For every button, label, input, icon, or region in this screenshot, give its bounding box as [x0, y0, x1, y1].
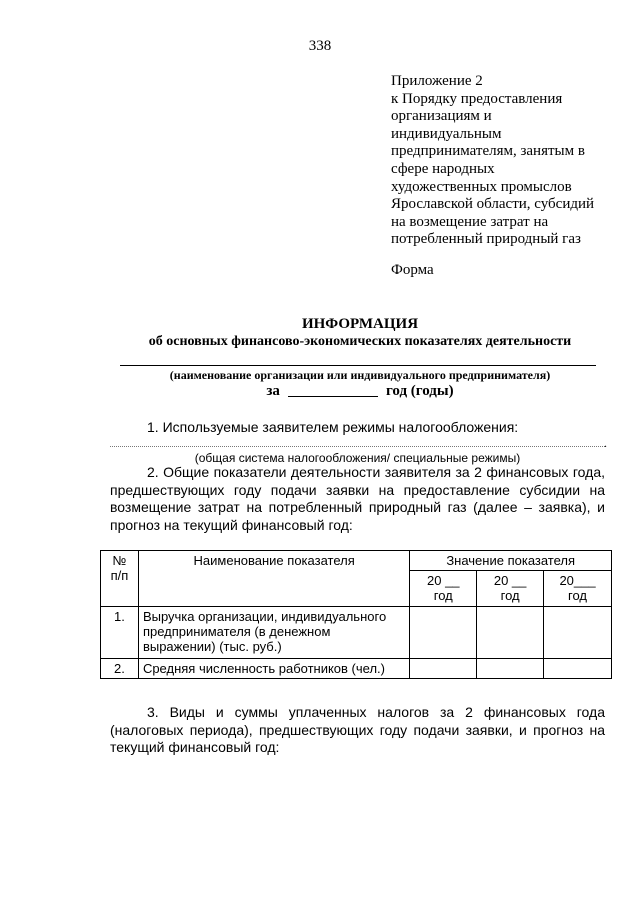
paragraph-line: предшествующих году подачи заявки на предоставление субсидии на: [110, 481, 605, 498]
row-number: 1.: [101, 607, 139, 659]
row-indicator-line: Средняя численность работников (чел.): [142, 661, 385, 676]
appendix-line: организациям и: [391, 108, 492, 125]
value-cell[interactable]: [544, 607, 612, 659]
year-top: 20 __: [493, 573, 527, 588]
year-bottom: год: [433, 588, 453, 603]
tax-regime-line-end: .: [604, 436, 607, 450]
year-top: 20___: [559, 573, 596, 588]
page-number: 338: [308, 38, 332, 54]
appendix-line: Ярославской области, субсидий: [391, 196, 595, 213]
appendix-line: Приложение 2: [391, 73, 483, 89]
row-indicator-line: предпринимателя (в денежном: [142, 624, 331, 639]
tax-regime-caption: (общая система налогообложения/ специальные режимы): [194, 451, 521, 465]
header-number-abbr: п/п: [110, 568, 129, 583]
year-bottom: год: [568, 588, 588, 603]
row-number: 2.: [101, 659, 139, 679]
organization-caption: (наименование организации или индивидуального предпринимателя): [169, 368, 551, 382]
value-cell[interactable]: [477, 607, 544, 659]
appendix-line: сфере народных: [391, 160, 495, 177]
value-cell[interactable]: [477, 659, 544, 679]
section-3-paragraph: [110, 704, 605, 757]
year-top: 20 __: [427, 573, 460, 588]
paragraph-line: возмещение затрат на потребленный природный газ (далее – заявка), и: [110, 499, 605, 515]
document-title: ИНФОРМАЦИЯ: [301, 316, 419, 332]
section-1-text: 1. Используемые заявителем режимы налогообложения:: [147, 419, 519, 435]
table-row: [101, 607, 612, 659]
appendix-line: к Порядку предоставления: [391, 90, 563, 107]
tax-regime-line: [110, 446, 605, 447]
row-indicator: [138, 659, 409, 679]
year-line: [0, 382, 640, 400]
appendix-line: потребленный природный газ: [391, 231, 581, 248]
appendix-block: [391, 73, 621, 249]
value-cell[interactable]: [544, 659, 612, 679]
row-indicator-line: выражении) (тыс. руб.): [142, 639, 282, 654]
row-indicator: [138, 607, 409, 659]
appendix-line: художественных промыслов: [391, 178, 572, 195]
header-indicator-name: Наименование показателя: [138, 551, 409, 607]
paragraph-line: 3. Виды и суммы уплаченных налогов за 2 финансовых года: [147, 704, 605, 720]
year-column: [477, 571, 544, 607]
paragraph-line: текущий финансовый год:: [110, 739, 280, 755]
table-row: [101, 659, 612, 679]
year-blank: [288, 382, 378, 397]
document-subtitle: об основных финансово-экономических показателях деятельности: [148, 334, 572, 349]
value-cell[interactable]: [410, 659, 477, 679]
year-bottom: год: [500, 588, 520, 603]
paragraph-line: (налоговых периода), предшествующих году подачи заявки, и прогноз на: [110, 721, 605, 738]
year-prefix: за: [266, 383, 280, 399]
appendix-line: предпринимателям, занятым в: [391, 143, 585, 160]
header-number-symbol: №: [112, 553, 127, 568]
row-indicator-line: Выручка организации, индивидуального: [142, 609, 387, 624]
year-suffix: год (годы): [385, 383, 454, 399]
appendix-line: индивидуальным: [391, 125, 502, 142]
organization-name-line: [120, 365, 596, 366]
paragraph-line: 2. Общие показатели деятельности заявителя за 2 финансовых года,: [147, 464, 605, 480]
value-cell[interactable]: [410, 607, 477, 659]
appendix-line: на возмещение затрат на: [391, 213, 549, 230]
header-number: [101, 551, 139, 607]
table-header-row: [101, 551, 612, 571]
form-label: Форма: [391, 262, 434, 278]
indicators-table: [100, 550, 612, 679]
year-column: [544, 571, 612, 607]
paragraph-line: прогноз на текущий финансовый год:: [110, 516, 353, 533]
year-column: [410, 571, 477, 607]
header-indicator-value: Значение показателя: [410, 551, 612, 571]
section-2-paragraph: [110, 464, 605, 534]
